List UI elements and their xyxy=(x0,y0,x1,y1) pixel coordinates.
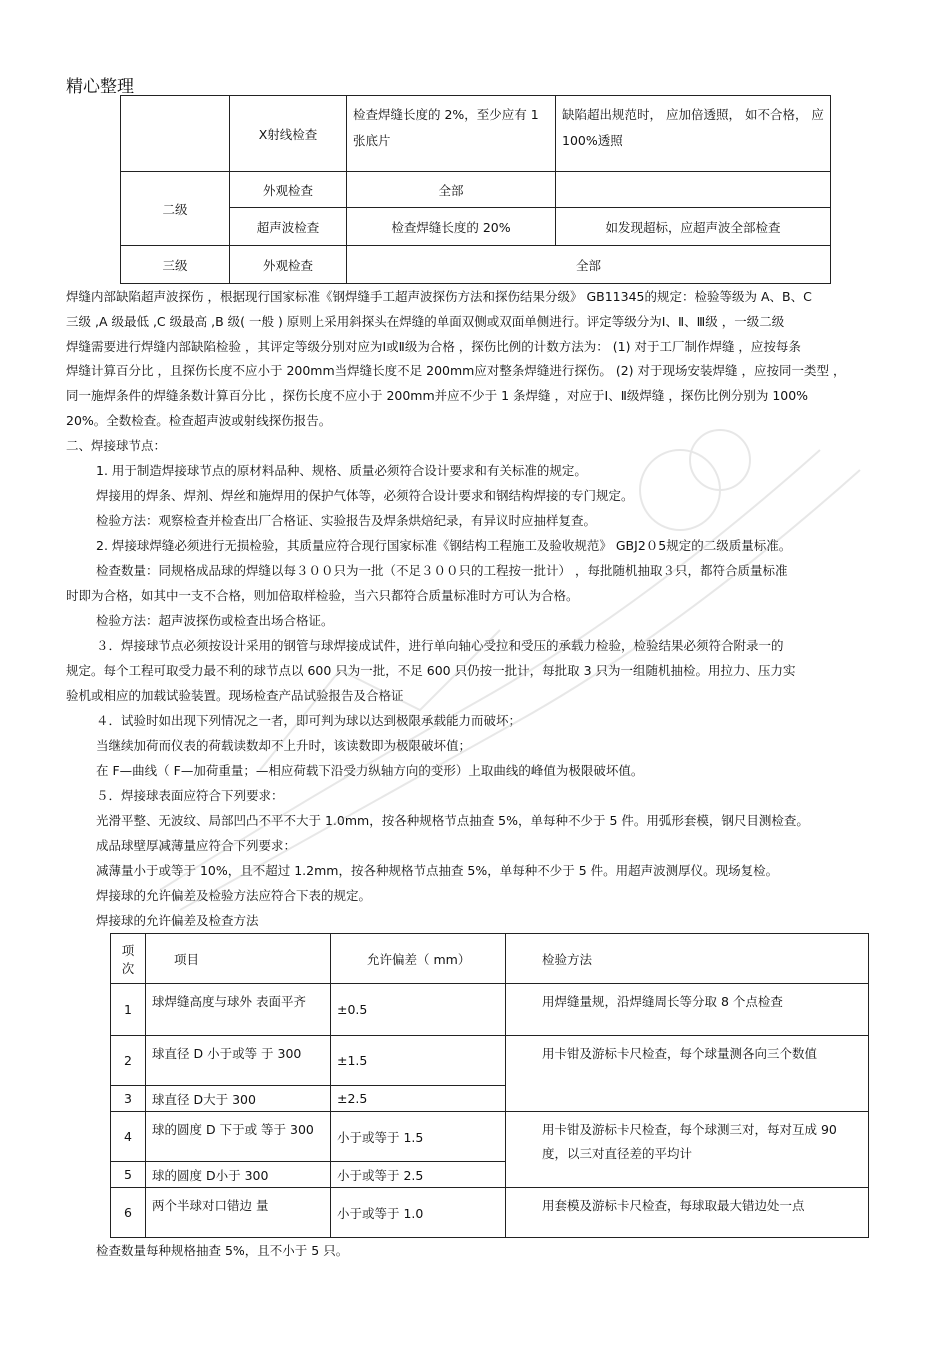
row-no: 3 xyxy=(111,1086,146,1112)
table-row xyxy=(121,172,831,208)
row-item: 球的圆度 D小于 300 xyxy=(146,1162,331,1188)
body-line: 焊接用的焊条、焊剂、焊丝和施焊用的保护气体等，必须符合设计要求和钢结构焊接的专门规定。 xyxy=(96,488,634,503)
method-cell: 外观检查 xyxy=(230,246,347,284)
remark-cell: 如发现超标，应超声波全部检查 xyxy=(556,208,831,246)
method-cell: 外观检查 xyxy=(230,172,347,208)
row-item: 球焊缝高度与球外 表面平齐 xyxy=(146,984,331,1036)
body-line: 焊缝需要进行焊缝内部缺陷检验 ，其评定等级分别对应为Ⅰ或Ⅱ级为合格 ，探伤比例的计数方法为： (1) 对于工厂制作焊缝 ，应按每条 xyxy=(66,339,801,354)
page-header: 精心整理 xyxy=(66,77,134,97)
body-line: 2. 焊接球焊缝必须进行无损检验，其质量应符合现行国家标准《钢结构工程施工及验收规范》 GBJ2０5规定的二级质量标准。 xyxy=(96,538,792,553)
row-no: 2 xyxy=(111,1036,146,1086)
row-item: 球直径 D大于 300 xyxy=(146,1086,331,1112)
remark-cell xyxy=(556,172,831,208)
footer-note: 检查数量每种规格抽查 5%，且不小于 5 只。 xyxy=(96,1243,349,1258)
row-method: 用卡钳及游标卡尺检查，每个球量测各向三个数值 xyxy=(506,1036,869,1112)
scope-cell: 全部 xyxy=(347,246,831,284)
row-tolerance: ±0.5 xyxy=(331,984,506,1036)
method-cell: 超声波检查 xyxy=(230,208,347,246)
table-row xyxy=(121,246,831,284)
row-item: 球的圆度 D 下于或 等于 300 xyxy=(146,1112,331,1162)
method-cell: X射线检查 xyxy=(230,96,347,172)
weld-inspection-table xyxy=(120,95,831,284)
body-line: 三级 ,A 级最低 ,C 级最高 ,B 级( 一般 ) 原则上采用斜探头在焊缝的单面双侧或双面单侧进行。评定等级分为Ⅰ、Ⅱ、Ⅲ级 ，一级二级 xyxy=(66,314,785,329)
col-header-tolerance: 允许偏差（ mm） xyxy=(331,934,506,984)
table-row xyxy=(111,984,869,1036)
body-line: ３．焊接球节点必须按设计采用的钢管与球焊接成试件，进行单向轴心受拉和受压的承载力检验，检验结果必须符合附录一的 xyxy=(96,638,784,653)
weld-ball-tolerance-table xyxy=(110,933,869,1238)
body-line: 焊接球的允许偏差及检验方法应符合下表的规定。 xyxy=(96,888,372,903)
grade-cell-blank xyxy=(121,96,230,172)
table-row xyxy=(111,1036,869,1086)
scope-cell: 全部 xyxy=(347,172,556,208)
row-no: 4 xyxy=(111,1112,146,1162)
row-method: 用卡钳及游标卡尺检查，每个球测三对，每对互成 90 度，以三对直径差的平均计 xyxy=(506,1112,869,1188)
row-method: 用套模及游标卡尺检查，每球取最大错边处一点 xyxy=(506,1188,869,1238)
body-line: 规定。每个工程可取受力最不利的球节点以 600 只为一批，不足 600 只仍按一批计，每批取 3 只为一组随机抽检。用拉力、压力实 xyxy=(66,663,796,678)
table-row xyxy=(121,96,831,172)
body-line: 20%。全数检查。检查超声波或射线探伤报告。 xyxy=(66,413,332,428)
body-line: 在 F—曲线（ F—加荷重量；—相应荷载下沿受力纵轴方向的变形）上取曲线的峰值为极限破坏值。 xyxy=(96,763,644,778)
body-line: 当继续加荷而仪表的荷载读数却不上升时，该读数即为极限破坏值； xyxy=(96,738,472,753)
body-line: 验机或相应的加载试验装置。现场检查产品试验报告及合格证 xyxy=(66,688,404,703)
body-line: 光滑平整、无波纹、局部凹凸不平不大于 1.0mm，按各种规格节点抽查 5%，单每种不少于 5 件。用弧形套模，钢尺目测检查。 xyxy=(96,813,809,828)
body-line: 焊缝内部缺陷超声波探伤 ，根据现行国家标准《钢焊缝手工超声波探伤方法和探伤结果分级》 GB11345的规定：检验等级为 A、B、C xyxy=(66,289,812,304)
body-line: ４．试验时如出现下列情况之一者，即可判为球以达到极限承载能力而破坏； xyxy=(96,713,522,728)
body-line: 焊缝计算百分比 ，且探伤长度不应小于 200mm当焊缝长度不足 200mm应对整条焊缝进行探伤。 (2) 对于现场安装焊缝 ，应按同一类型 ， xyxy=(66,363,846,378)
row-method: 用焊缝量规，沿焊缝周长等分取 8 个点检查 xyxy=(506,984,869,1036)
row-tolerance: ±2.5 xyxy=(331,1086,506,1112)
row-tolerance: 小于或等于 2.5 xyxy=(331,1162,506,1188)
body-line: ５．焊接球表面应符合下列要求： xyxy=(96,788,284,803)
col-header-method: 检验方法 xyxy=(506,934,869,984)
row-item: 球直径 D 小于或等 于 300 xyxy=(146,1036,331,1086)
col-header-no: 项 次 xyxy=(111,934,146,984)
body-line: 检验方法：观察检查并检查出厂合格证、实验报告及焊条烘焙纪录，有异议时应抽样复查。 xyxy=(96,513,597,528)
body-line: 检查数量：同规格成品球的焊缝以每３００只为一批（不足３００只的工程按一批计） ，每批随机抽取３只，都符合质量标准 xyxy=(96,563,788,578)
body-line: 减薄量小于或等于 10%，且不超过 1.2mm，按各种规格节点抽查 5%，单每种不少于 5 件。用超声波测厚仪。现场复检。 xyxy=(96,863,779,878)
row-tolerance: ±1.5 xyxy=(331,1036,506,1086)
row-no: 6 xyxy=(111,1188,146,1238)
body-line: 1. 用于制造焊接球节点的原材料品种、规格、质量必须符合设计要求和有关标准的规定。 xyxy=(96,463,587,478)
row-item: 两个半球对口错边 量 xyxy=(146,1188,331,1238)
table-row xyxy=(111,1112,869,1162)
table-header-row xyxy=(111,934,869,984)
row-no: 5 xyxy=(111,1162,146,1188)
body-line: 检验方法：超声波探伤或检查出场合格证。 xyxy=(96,613,334,628)
table-caption: 焊接球的允许偏差及检查方法 xyxy=(96,913,259,928)
remark-cell: 缺陷超出规范时， 应加倍透照， 如不合格， 应 100%透照 xyxy=(556,96,831,172)
grade-cell: 三级 xyxy=(121,246,230,284)
row-tolerance: 小于或等于 1.5 xyxy=(331,1112,506,1162)
section-heading: 二、焊接球节点： xyxy=(66,438,167,453)
body-line: 同一施焊条件的焊缝条数计算百分比 ，探伤长度不应小于 200mm并应不少于 1 条焊缝 ，对应于Ⅰ、Ⅱ级焊缝 ，探伤比例分别为 100% xyxy=(66,388,809,403)
table-row xyxy=(111,1188,869,1238)
scope-cell: 检查焊缝长度的 2%，至少应有 1 张底片 xyxy=(347,96,556,172)
row-tolerance: 小于或等于 1.0 xyxy=(331,1188,506,1238)
body-line: 成品球壁厚减薄量应符合下列要求： xyxy=(96,838,297,853)
row-no: 1 xyxy=(111,984,146,1036)
scope-cell: 检查焊缝长度的 20% xyxy=(347,208,556,246)
body-line: 时即为合格，如其中一支不合格，则加倍取样检验，当六只都符合质量标准时方可认为合格。 xyxy=(66,588,579,603)
col-header-item: 项目 xyxy=(146,934,331,984)
grade-cell: 二级 xyxy=(121,172,230,246)
